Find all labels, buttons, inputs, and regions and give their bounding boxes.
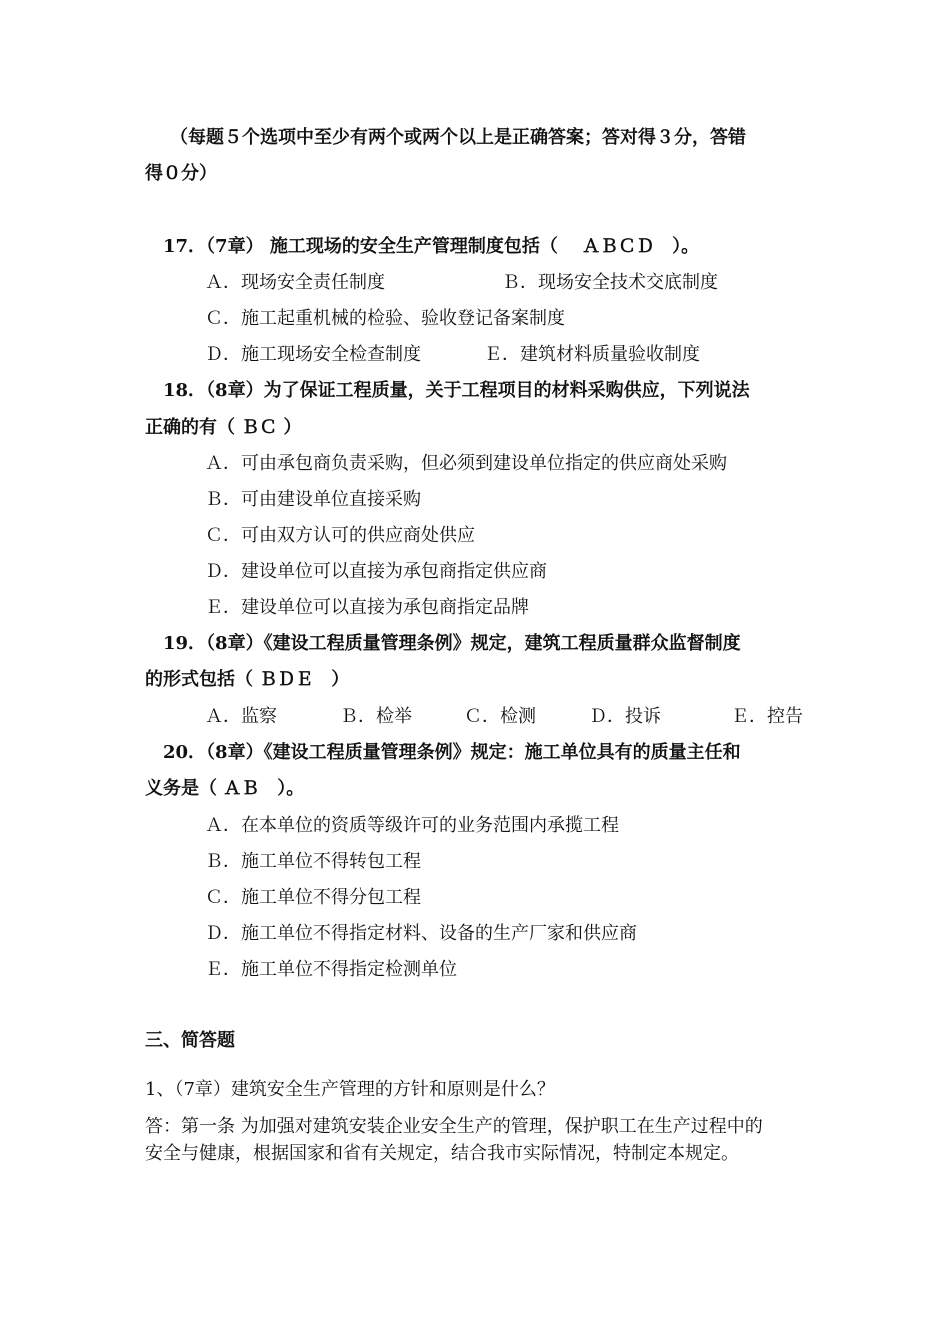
q19-option-a: Ａ．监察 <box>205 706 277 727</box>
question-18-stem-1: 18．（8章）为了保证工程质量，关于工程项目的材料采购供应，下列说法 <box>163 380 750 401</box>
q17-option-b: Ｂ．现场安全技术交底制度 <box>502 272 718 293</box>
question-18-stem-2: 正确的有（ ＢＣ ） <box>145 417 302 438</box>
q19-option-c: Ｃ．检测 <box>464 706 536 727</box>
short-answer-question-1: 1、（7章）建筑安全生产管理的方针和原则是什么？ <box>145 1079 555 1100</box>
q17-option-c: Ｃ．施工起重机械的检验、验收登记备案制度 <box>205 308 565 329</box>
q20-option-e: Ｅ．施工单位不得指定检测单位 <box>205 959 457 980</box>
q20-option-c: Ｃ．施工单位不得分包工程 <box>205 887 421 908</box>
q18-option-d: Ｄ．建设单位可以直接为承包商指定供应商 <box>205 561 547 582</box>
q20-option-b: Ｂ．施工单位不得转包工程 <box>205 851 421 872</box>
q17-option-e: Ｅ．建筑材料质量验收制度 <box>484 344 700 365</box>
question-19-stem-2: 的形式包括（ ＢＤＥ ） <box>145 669 350 690</box>
question-20-stem-2: 义务是（ ＡＢ ）。 <box>145 778 305 799</box>
question-20-stem-1: 20．（8章）《建设工程质量管理条例》规定：施工单位具有的质量主任和 <box>163 742 741 763</box>
q20-option-a: Ａ．在本单位的资质等级许可的业务范围内承揽工程 <box>205 815 619 836</box>
q19-option-e: Ｅ．控告 <box>731 706 803 727</box>
q18-option-e: Ｅ．建设单位可以直接为承包商指定品牌 <box>205 597 529 618</box>
instruction-line-2: 得０分） <box>145 163 217 184</box>
answer-line-1: 答：第一条 为加强对建筑安装企业安全生产的管理，保护职工在生产过程中的 <box>145 1116 763 1137</box>
q18-option-a: Ａ．可由承包商负责采购，但必须到建设单位指定的供应商处采购 <box>205 453 727 474</box>
q19-option-d: Ｄ．投诉 <box>589 706 661 727</box>
q18-option-b: Ｂ．可由建设单位直接采购 <box>205 489 421 510</box>
answer-line-2: 安全与健康，根据国家和省有关规定，结合我市实际情况，特制定本规定。 <box>145 1143 739 1164</box>
q19-option-b: Ｂ．检举 <box>340 706 412 727</box>
q20-option-d: Ｄ．施工单位不得指定材料、设备的生产厂家和供应商 <box>205 923 637 944</box>
section-heading: 三、简答题 <box>145 1030 235 1051</box>
question-19-stem-1: 19．（8章）《建设工程质量管理条例》规定，建筑工程质量群众监督制度 <box>163 633 741 654</box>
q18-option-c: Ｃ．可由双方认可的供应商处供应 <box>205 525 475 546</box>
question-17-stem: 17．（7章） 施工现场的安全生产管理制度包括（ ＡＢＣＤ ）。 <box>163 236 700 257</box>
q17-option-d: Ｄ．施工现场安全检查制度 <box>205 344 421 365</box>
q17-option-a: Ａ．现场安全责任制度 <box>205 272 385 293</box>
instruction-line-1: （每题５个选项中至少有两个或两个以上是正确答案；答对得３分，答错 <box>170 127 746 148</box>
